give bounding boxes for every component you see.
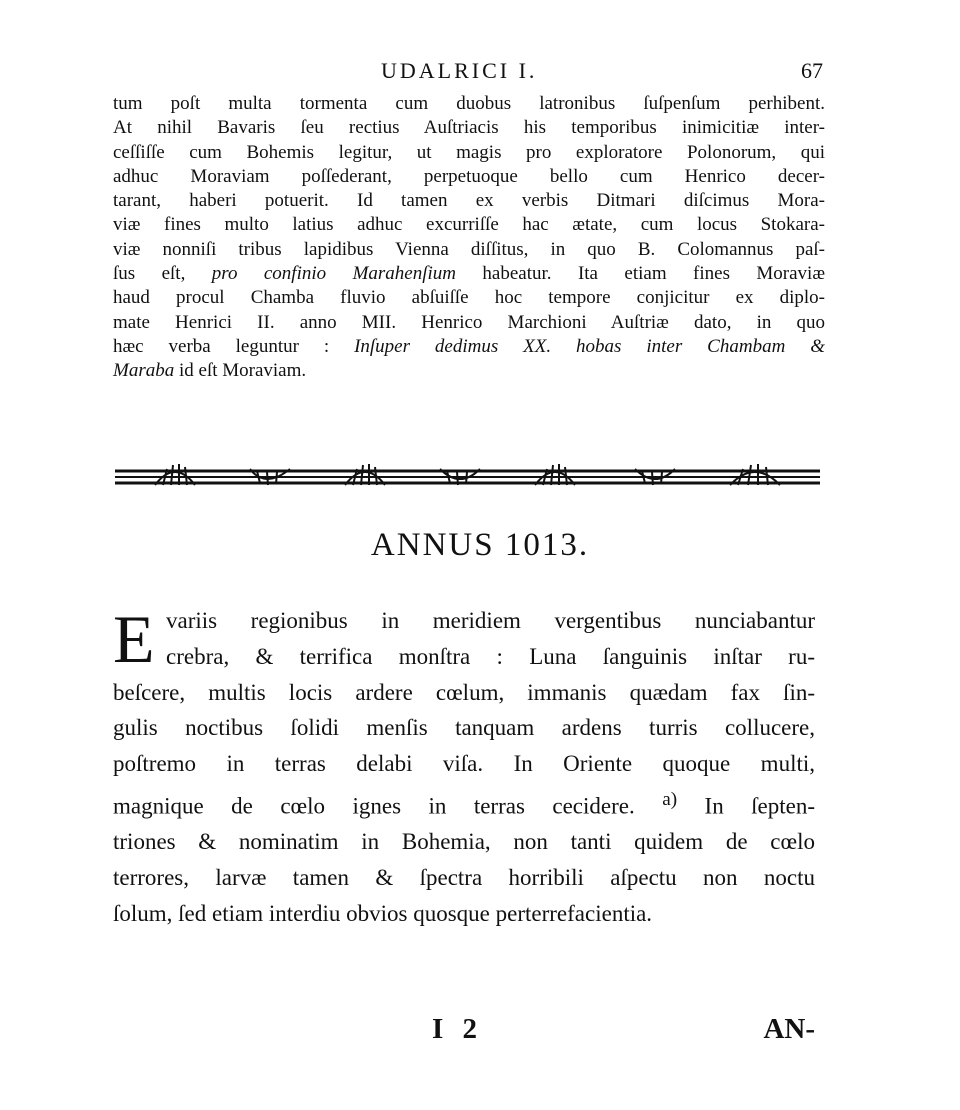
text-line: tarant, haberi potuerit. Id tamen ex verbis Ditmari diſcimus Mora- — [113, 190, 825, 212]
text-line: adhuc Moraviam poſſederant, perpetuoque bello cum Henrico decer- — [113, 165, 825, 187]
body-paragraph — [113, 603, 815, 932]
footnote-marker: a) — [662, 788, 678, 810]
text-line: ceſſiſſe cum Bohemis legitur, ut magis pro exploratore Polonorum, qui — [113, 141, 825, 163]
ornamental-divider — [115, 455, 820, 495]
running-head — [113, 58, 823, 88]
section-heading: ANNUS 1013. — [370, 527, 590, 563]
text-line: ſolum, ſed etiam interdiu obvios quosque perterrefacientia. — [113, 901, 653, 927]
signature-mark: I 2 — [432, 1013, 484, 1045]
text-line: variis regionibus in meridiem vergentibus nunciabantur — [166, 608, 815, 633]
text-line — [113, 782, 815, 824]
text-segment: magnique de cœlo ignes in terras cecidere. — [113, 793, 635, 819]
running-title: UDALRICI I. — [381, 58, 538, 83]
text-segment: id eſt Moraviam. — [178, 360, 307, 382]
text-line: crebra, & terrifica monſtra : Luna ſanguinis inſtar ru- — [166, 643, 815, 669]
text-line: tum poſt multa tormenta cum duobus latronibus ſuſpenſum perhibent. — [113, 93, 825, 114]
italic-phrase: pro confinio Marahenſium — [211, 263, 456, 285]
text-line — [113, 335, 825, 359]
text-line: viæ nonniſi tribus lapidibus Vienna diſſitus, in quo B. Colomannus paſ- — [113, 238, 825, 260]
text-line: triones & nominatim in Bohemia, non tanti quidem de cœlo — [113, 829, 815, 855]
drop-cap: E — [113, 601, 155, 677]
text-line: viæ fines multo latius adhuc excurriſſe hac ætate, cum locus Stokara- — [113, 214, 825, 236]
text-line: At nihil Bavaris ſeu rectius Auſtriacis his temporibus inimicitiæ inter- — [113, 117, 825, 139]
italic-phrase: Inſuper dedimus XX. hobas inter Chambam & — [354, 335, 825, 357]
page-number: 67 — [801, 58, 823, 83]
text-line — [113, 262, 825, 286]
text-line: poſtremo in terras delabi viſa. In Oriente quoque multi, — [113, 751, 815, 777]
text-line — [113, 359, 825, 383]
text-line: mate Henrici II. anno MII. Henrico Marchioni Auſtriæ dato, in quo — [113, 311, 825, 333]
text-line: haud procul Chamba fluvio abſuiſſe hoc tempore conjicitur ex diplo- — [113, 287, 825, 309]
text-segment: In ſepten- — [704, 793, 816, 819]
catchword: AN- — [763, 1013, 815, 1045]
text-line: terrores, larvæ tamen & ſpectra horribili aſpectu non noctu — [113, 865, 815, 891]
text-segment: hæc verba leguntur : — [113, 335, 330, 357]
top-paragraph — [113, 92, 825, 384]
text-segment: habeatur. Ita etiam fines Moraviæ — [482, 263, 825, 285]
text-segment: ſus eſt, — [113, 263, 186, 285]
italic-phrase: Maraba — [113, 360, 175, 382]
text-line: gulis noctibus ſolidi menſis tanquam ardens turris collucere, — [113, 715, 815, 741]
text-line: beſcere, multis locis ardere cœlum, immanis quædam fax ſin- — [113, 679, 815, 705]
